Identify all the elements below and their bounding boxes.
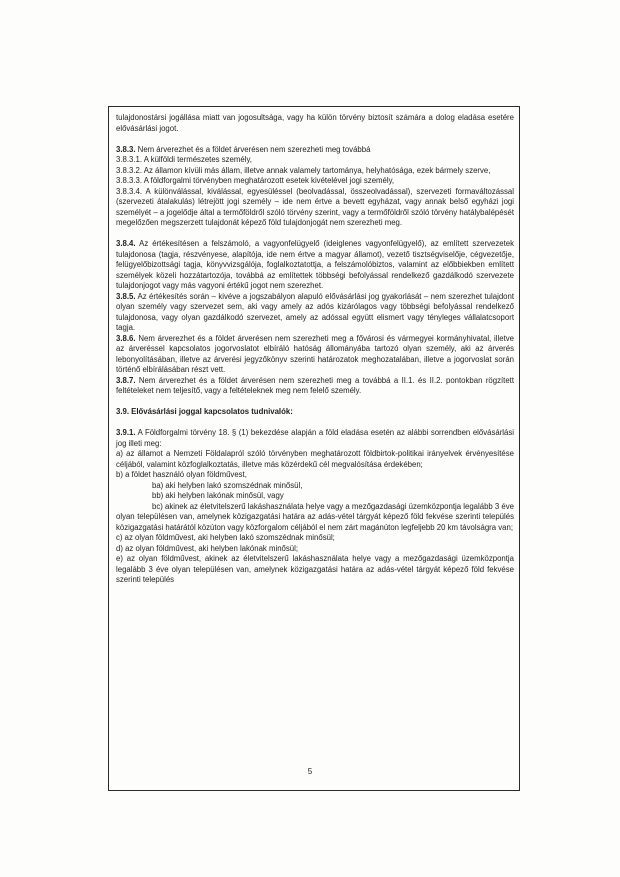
document-body bbox=[116, 113, 514, 586]
section-text: Az értékesítés során – kivéve a jogszabályon alapuló elővásárlási jog gyakorlását – nem szerezhet tulajdont olyan személy vagy szervezet sem, aki vagy amely az adós kizárólagos vagy többségi befolyással rendelkező tulajdonosa, vagy olyan gazdálkodó szervezet, amely az adóssal együtt elismert vagy tényleges vállalatcsoport tagja. bbox=[116, 291, 514, 332]
section-text: Nem árverezhet és a földet árverésen nem szerezheti meg a továbbá a II.1. és II.2. pontokban rögzített feltételeket nem teljesítő, vagy a feltételeknek meg nem felelő személy. bbox=[116, 375, 514, 395]
section-3-8-3-3: 3.8.3.3. A földforgalmi törvényben meghatározott esetek kivételével jogi személy, bbox=[116, 176, 395, 185]
section-text: A Földforgalmi törvény 18. § (1) bekezdése alapján a föld eladása esetén az alábbi sorrendben elővásárlási jog illeti meg: bbox=[116, 428, 514, 448]
list-item-e: e) az olyan földművest, akinek az életvitelszerű lakáshasználata helye vagy a mezőgazdasági üzemközpontja legalább 3 éve olyan településen van, amelynek közigazgatási határa az adás-vétel tárgyát képező föld fekvése szerinti település bbox=[116, 554, 514, 584]
list-item-c: c) az olyan földművest, aki helyben lakó szomszédnak minősül; bbox=[116, 533, 335, 542]
section-text: Nem árverezhet és a földet árverésen nem szerezheti meg a fővárosi és vármegyei kormányhivatal, illetve az árveréssel kapcsolatos jogorvoslatot elbíráló hatóság állományába tartozó olyan személy, aki az árverés lebonyolításában, illetve az árverési jegyzőkönyv szerinti határozatok meghozatalában, illetve a jogorvoslat során történő elbírálásában részt vett. bbox=[116, 333, 514, 374]
section-text: Az értékesítésen a felszámoló, a vagyonfelügyelő (ideiglenes vagyonfelügyelő), az említett szervezetek tulajdonosa (tagja, részvényese, alapítója, ide nem értve a magyar államot), vezető tisztségviselője, cégvezetője, felügyelőbizottsági tagja, könyvvizsgálója, foglalkoztatottja, a felszámolóbiztos, valamint az előbbiekben említett személyek közeli hozzátartozója, továbbá az említettek többségi befolyással rendelkező gazdálkodó szervezete tulajdonjogot vagy más vagyoni értékű jogot nem szerezhet. bbox=[116, 239, 514, 290]
list-item-bc-text: bc) akinek az életvitelszerű lakáshasználata helye vagy a mezőgazdasági üzemközpontja legalább 3 éve olyan településen van, amelynek közigazgatási határa az adás-vétel tárgyát képező föld fekvése szerinti település közigazgatási határától közúton vagy közforgalom céljából el nem zárt magánúton legfeljebb 20 km távolságra van; bbox=[116, 501, 514, 532]
section-3-8-5 bbox=[116, 292, 514, 334]
section-number: 3.8.6. bbox=[116, 333, 136, 343]
list-item-bc bbox=[116, 502, 514, 534]
section-3-8-4 bbox=[116, 239, 514, 292]
list-item-bb: bb) aki helyben lakónak minősül, vagy bbox=[152, 491, 284, 500]
paragraph-intro: tulajdonostársi jogállása miatt van jogosultsága, vagy ha külön törvény biztosít számára a dolog eladása esetére elővásárlási jogot. bbox=[116, 113, 514, 133]
section-3-8-3-2: 3.8.3.2. Az államon kívüli más állam, illetve annak valamely tartománya, helyhatósága, ezek bármely szerve, bbox=[116, 165, 491, 175]
section-3-8-7 bbox=[116, 376, 514, 397]
list-item-ba: ba) aki helyben lakó szomszédnak minősül, bbox=[152, 480, 303, 490]
section-3-9-heading: 3.9. Elővásárlási joggal kapcsolatos tudnivalók: bbox=[116, 407, 293, 416]
section-number: 3.9.1. bbox=[116, 428, 136, 437]
section-3-9-1 bbox=[116, 428, 514, 449]
section-number: 3.8.4. bbox=[116, 239, 136, 248]
list-item-d: d) az olyan földművest, aki helyben lakónak minősül; bbox=[116, 543, 299, 553]
section-text: Nem árverezhet és a földet árverésen nem szerezheti meg továbbá bbox=[135, 144, 371, 154]
section-number: 3.8.3. bbox=[116, 144, 136, 154]
section-3-8-3-1: 3.8.3.1. A külföldi természetes személy, bbox=[116, 155, 252, 164]
section-3-8-6 bbox=[116, 334, 514, 376]
section-3-8-3 bbox=[116, 145, 514, 156]
section-3-8-3-4: 3.8.3.4. A különválással, kiválással, egyesüléssel (beolvadással, összeolvadással), szervezeti formaváltozással (szervezeti átalakulás) létrejött jogi személy – ide nem értve a bevett egyházat, vagy annak belső egyházi jogi személyét – a jogelődje által a termőföldről szóló törvény szerint, vagy a termőföldről szóló törvény hatálybalépését megelőzően megszerzett tulajdonát képező föld tulajdonjogát nem szerezheti meg. bbox=[116, 186, 514, 227]
page-number: 5 bbox=[307, 767, 313, 776]
list-item-b: b) a földet használó olyan földművest, bbox=[116, 470, 247, 479]
section-number: 3.8.5. bbox=[116, 291, 136, 301]
section-number: 3.8.7. bbox=[116, 375, 136, 385]
list-item-a: a) az államot a Nemzeti Földalapról szóló törvényben meghatározott földbirtok-politikai irányelvek érvényesítése céljából, valamint közfoglalkoztatás, illetve más közérdekű cél megvalósítása érdekében; bbox=[116, 449, 514, 469]
